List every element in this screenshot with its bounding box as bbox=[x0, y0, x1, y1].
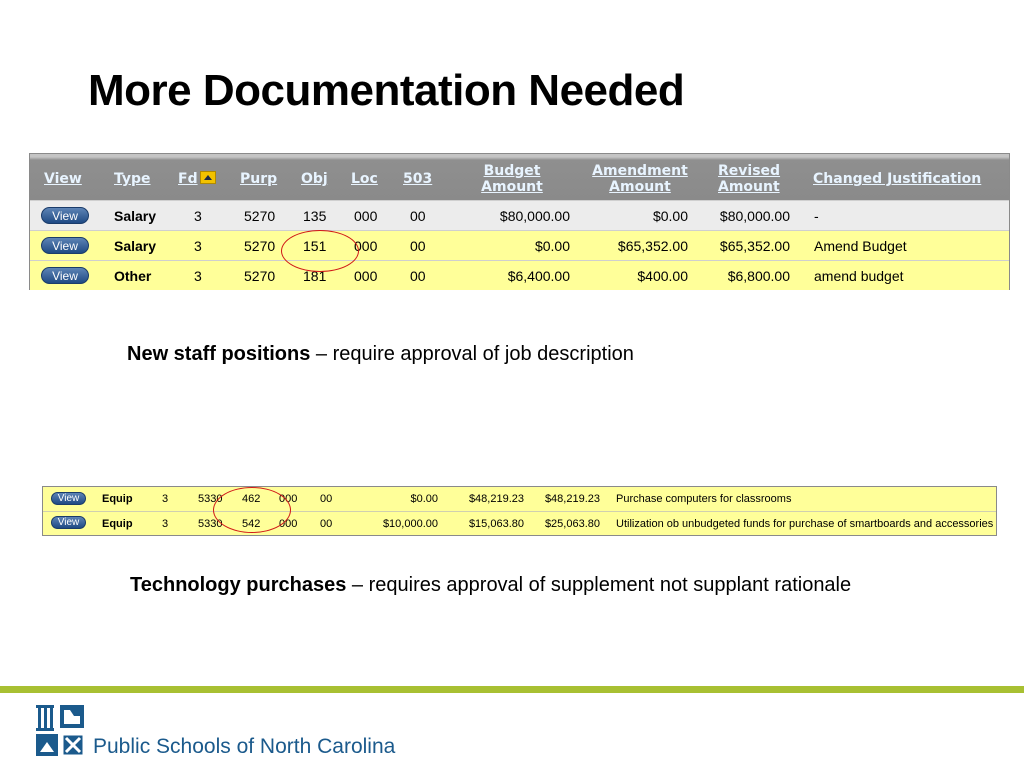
header-revised-amount[interactable]: Revised Amount bbox=[718, 163, 781, 195]
revised-cell: $65,352.00 bbox=[719, 238, 790, 254]
header-amendment-amount[interactable]: Amendment Amount bbox=[592, 163, 688, 195]
annotation-circle bbox=[213, 487, 291, 533]
budget-amendment-table bbox=[29, 153, 1010, 290]
c503-cell: 00 bbox=[410, 238, 426, 254]
budget-cell: $10,000.00 bbox=[382, 518, 438, 530]
type-cell: Equip bbox=[102, 518, 133, 530]
table-row bbox=[43, 487, 996, 511]
header-budget-amount[interactable]: Budget Amount bbox=[481, 163, 543, 195]
revised-cell: $80,000.00 bbox=[719, 208, 790, 224]
footer-divider bbox=[0, 686, 1024, 693]
obj-cell: 542 bbox=[242, 518, 261, 530]
purp-cell: 5330 bbox=[198, 493, 223, 505]
view-button[interactable]: View bbox=[41, 207, 89, 224]
justification-cell: Amend Budget bbox=[814, 238, 907, 254]
amendment-cell: $400.00 bbox=[637, 268, 688, 284]
c503-cell: 00 bbox=[320, 518, 333, 530]
type-cell: Equip bbox=[102, 493, 133, 505]
organization-name: Public Schools of North Carolina bbox=[93, 735, 396, 758]
dpi-logo-icon bbox=[34, 702, 86, 758]
purp-cell: 5270 bbox=[244, 208, 276, 224]
fd-cell: 3 bbox=[162, 493, 169, 505]
budget-cell: $0.00 bbox=[534, 238, 570, 254]
revised-cell: $6,800.00 bbox=[727, 268, 790, 284]
type-cell: Other bbox=[114, 268, 152, 284]
header-view[interactable]: View bbox=[44, 171, 82, 187]
sort-ascending-icon[interactable] bbox=[200, 171, 216, 184]
type-cell: Salary bbox=[114, 208, 157, 224]
budget-cell: $0.00 bbox=[410, 493, 438, 505]
purp-cell: 5330 bbox=[198, 518, 223, 530]
amendment-cell: $65,352.00 bbox=[617, 238, 688, 254]
obj-cell: 462 bbox=[242, 493, 261, 505]
header-purp[interactable]: Purp bbox=[240, 171, 278, 187]
header-changed-justification[interactable]: Changed Justification bbox=[813, 171, 982, 187]
fd-cell: 3 bbox=[194, 208, 202, 224]
budget-cell: $6,400.00 bbox=[507, 268, 570, 284]
justification-cell: Purchase computers for classrooms bbox=[616, 493, 792, 505]
loc-cell: 000 bbox=[354, 238, 378, 254]
annotation-circle bbox=[281, 230, 359, 272]
header-obj[interactable]: Obj bbox=[301, 171, 328, 187]
header-loc[interactable]: Loc bbox=[351, 171, 378, 187]
budget-cell: $80,000.00 bbox=[499, 208, 570, 224]
obj-cell: 181 bbox=[303, 268, 327, 284]
loc-cell: 000 bbox=[354, 268, 378, 284]
amendment-cell: $0.00 bbox=[652, 208, 688, 224]
revised-cell: $25,063.80 bbox=[544, 518, 600, 530]
obj-cell: 135 bbox=[303, 208, 327, 224]
amendment-cell: $15,063.80 bbox=[468, 518, 524, 530]
fd-cell: 3 bbox=[162, 518, 169, 530]
obj-cell: 151 bbox=[303, 238, 327, 254]
table-row bbox=[30, 200, 1009, 230]
table-header bbox=[30, 154, 1009, 200]
loc-cell: 000 bbox=[279, 493, 298, 505]
c503-cell: 00 bbox=[320, 493, 333, 505]
fd-cell: 3 bbox=[194, 268, 202, 284]
loc-cell: 000 bbox=[354, 208, 378, 224]
caption-staff-positions: New staff positions – require approval of job description bbox=[127, 343, 634, 365]
table-row bbox=[43, 511, 996, 535]
view-button[interactable]: View bbox=[41, 237, 89, 254]
c503-cell: 00 bbox=[410, 268, 426, 284]
revised-cell: $48,219.23 bbox=[544, 493, 600, 505]
c503-cell: 00 bbox=[410, 208, 426, 224]
amendment-cell: $48,219.23 bbox=[468, 493, 524, 505]
purp-cell: 5270 bbox=[244, 268, 276, 284]
technology-purchase-table bbox=[42, 486, 997, 536]
table-row bbox=[30, 230, 1009, 260]
header-503[interactable]: 503 bbox=[403, 171, 433, 187]
type-cell: Salary bbox=[114, 238, 157, 254]
loc-cell: 000 bbox=[279, 518, 298, 530]
caption-technology-purchases: Technology purchases – requires approval of supplement not supplant rationale bbox=[130, 574, 852, 596]
fd-cell: 3 bbox=[194, 238, 202, 254]
purp-cell: 5270 bbox=[244, 238, 276, 254]
justification-cell: - bbox=[814, 208, 819, 224]
view-button[interactable]: View bbox=[51, 492, 86, 505]
header-type[interactable]: Type bbox=[114, 171, 151, 187]
header-fd[interactable]: Fd bbox=[178, 171, 216, 187]
table-row bbox=[30, 260, 1009, 290]
justification-cell: amend budget bbox=[814, 268, 904, 284]
justification-cell: Utilization ob unbudgeted funds for purchase of smartboards and accessories bbox=[616, 518, 994, 530]
view-button[interactable]: View bbox=[41, 267, 89, 284]
view-button[interactable]: View bbox=[51, 516, 86, 529]
slide-title: More Documentation Needed bbox=[88, 66, 685, 115]
